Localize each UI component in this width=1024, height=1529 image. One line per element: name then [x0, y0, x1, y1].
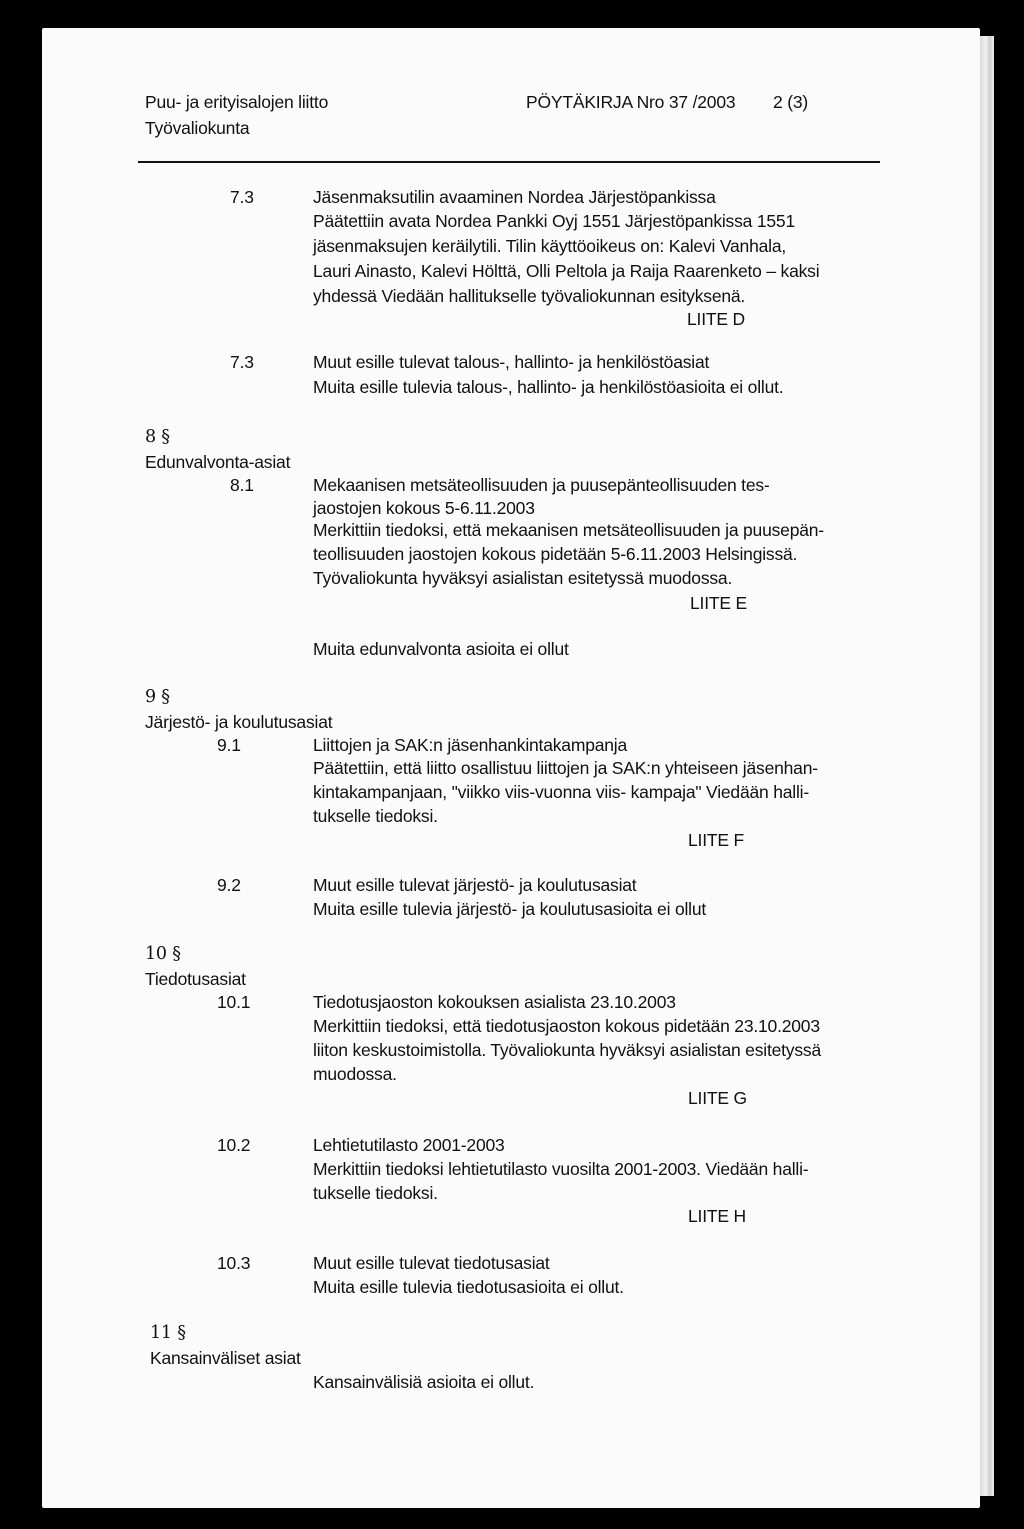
section-note: Muita edunvalvonta asioita ei ollut	[313, 639, 569, 659]
section-heading: Tiedotusasiat	[145, 969, 246, 989]
appendix-reference: LIITE G	[688, 1088, 747, 1108]
appendix-reference: LIITE F	[688, 830, 744, 850]
item-body-line: Lauri Ainasto, Kalevi Hölttä, Olli Peltola ja Raija Raarenketo – kaksi	[313, 261, 820, 281]
item-body-line: tukselle tiedoksi.	[313, 1183, 438, 1203]
item-number: 9.2	[217, 875, 241, 895]
section-note: Kansainvälisiä asioita ei ollut.	[313, 1372, 535, 1392]
header-organization: Puu- ja erityisalojen liitto	[145, 92, 329, 112]
item-title: Muut esille tulevat tiedotusasiat	[313, 1253, 550, 1273]
item-title: Jäsenmaksutilin avaaminen Nordea Järjestöpankissa	[313, 187, 716, 207]
item-number: 7.3	[230, 187, 254, 207]
item-number: 10.3	[217, 1253, 251, 1273]
item-body-line: kintakampanjaan, "viikko viis-vuonna viis- kampaja" Viedään halli-	[313, 782, 809, 802]
item-title: Tiedotusjaoston kokouksen asialista 23.10.2003	[313, 992, 676, 1012]
section-mark: 10 §	[145, 944, 181, 964]
appendix-reference: LIITE D	[687, 309, 745, 329]
item-title: Liittojen ja SAK:n jäsenhankintakampanja	[313, 735, 628, 755]
item-body-line: Työvaliokunta hyväksyi asialistan esitetyssä muodossa.	[313, 568, 733, 588]
item-number: 7.3	[230, 352, 254, 372]
item-body-line: Päätettiin, että liitto osallistuu liittojen ja SAK:n yhteiseen jäsenhan-	[313, 758, 818, 778]
item-body-line: Muita esille tulevia tiedotusasioita ei ollut.	[313, 1277, 624, 1297]
item-body-line: Merkittiin tiedoksi lehtietutilasto vuosilta 2001-2003. Viedään halli-	[313, 1159, 809, 1179]
header-page-number: 2 (3)	[773, 92, 808, 112]
item-body-line: Muita esille tulevia järjestö- ja koulutusasioita ei ollut	[313, 899, 707, 919]
appendix-reference: LIITE H	[688, 1206, 746, 1226]
item-title: Mekaanisen metsäteollisuuden ja puusepänteollisuuden tes-	[313, 475, 770, 495]
item-number: 9.1	[217, 735, 241, 755]
section-mark: 11 §	[150, 1323, 186, 1343]
scan-binding-shadow	[0, 0, 46, 1529]
item-title: Muut esille tulevat järjestö- ja koulutusasiat	[313, 875, 637, 895]
item-body-line: Muita esille tulevia talous-, hallinto- ja henkilöstöasioita ei ollut.	[313, 377, 784, 397]
item-body-line: teollisuuden jaostojen kokous pidetään 5-6.11.2003 Helsingissä.	[313, 544, 798, 564]
section-mark: 8 §	[145, 427, 170, 447]
item-title: jaostojen kokous 5-6.11.2003	[313, 498, 535, 518]
item-number: 8.1	[230, 475, 254, 495]
item-body-line: yhdessä Viedään hallitukselle työvaliokunnan esityksenä.	[313, 286, 746, 306]
item-body-line: Merkittiin tiedoksi, että tiedotusjaoston kokous pidetään 23.10.2003	[313, 1016, 820, 1036]
header-doc-title: PÖYTÄKIRJA Nro 37 /2003	[526, 92, 736, 112]
header-rule	[138, 161, 880, 163]
item-body-line: Merkittiin tiedoksi, että mekaanisen metsäteollisuuden ja puusepän-	[313, 520, 824, 540]
item-body-line: Päätettiin avata Nordea Pankki Oyj 1551 Järjestöpankissa 1551	[313, 211, 795, 231]
item-title: Lehtietutilasto 2001-2003	[313, 1135, 505, 1155]
item-body-line: muodossa.	[313, 1064, 397, 1084]
item-title: Muut esille tulevat talous-, hallinto- ja henkilöstöasiat	[313, 352, 710, 372]
item-body-line: tukselle tiedoksi.	[313, 806, 438, 826]
appendix-reference: LIITE E	[690, 593, 747, 613]
item-number: 10.1	[217, 992, 251, 1012]
page-stack-edge	[980, 36, 994, 1496]
item-body-line: liiton keskustoimistolla. Työvaliokunta hyväksyi asialistan esitetyssä	[313, 1040, 821, 1060]
section-heading: Edunvalvonta-asiat	[145, 452, 291, 472]
header-committee: Työvaliokunta	[145, 118, 250, 138]
section-heading: Kansainväliset asiat	[150, 1348, 301, 1368]
item-body-line: jäsenmaksujen keräilytili. Tilin käyttöoikeus on: Kalevi Vanhala,	[313, 236, 787, 256]
section-heading: Järjestö- ja koulutusasiat	[145, 712, 333, 732]
item-number: 10.2	[217, 1135, 251, 1155]
section-mark: 9 §	[145, 687, 170, 707]
